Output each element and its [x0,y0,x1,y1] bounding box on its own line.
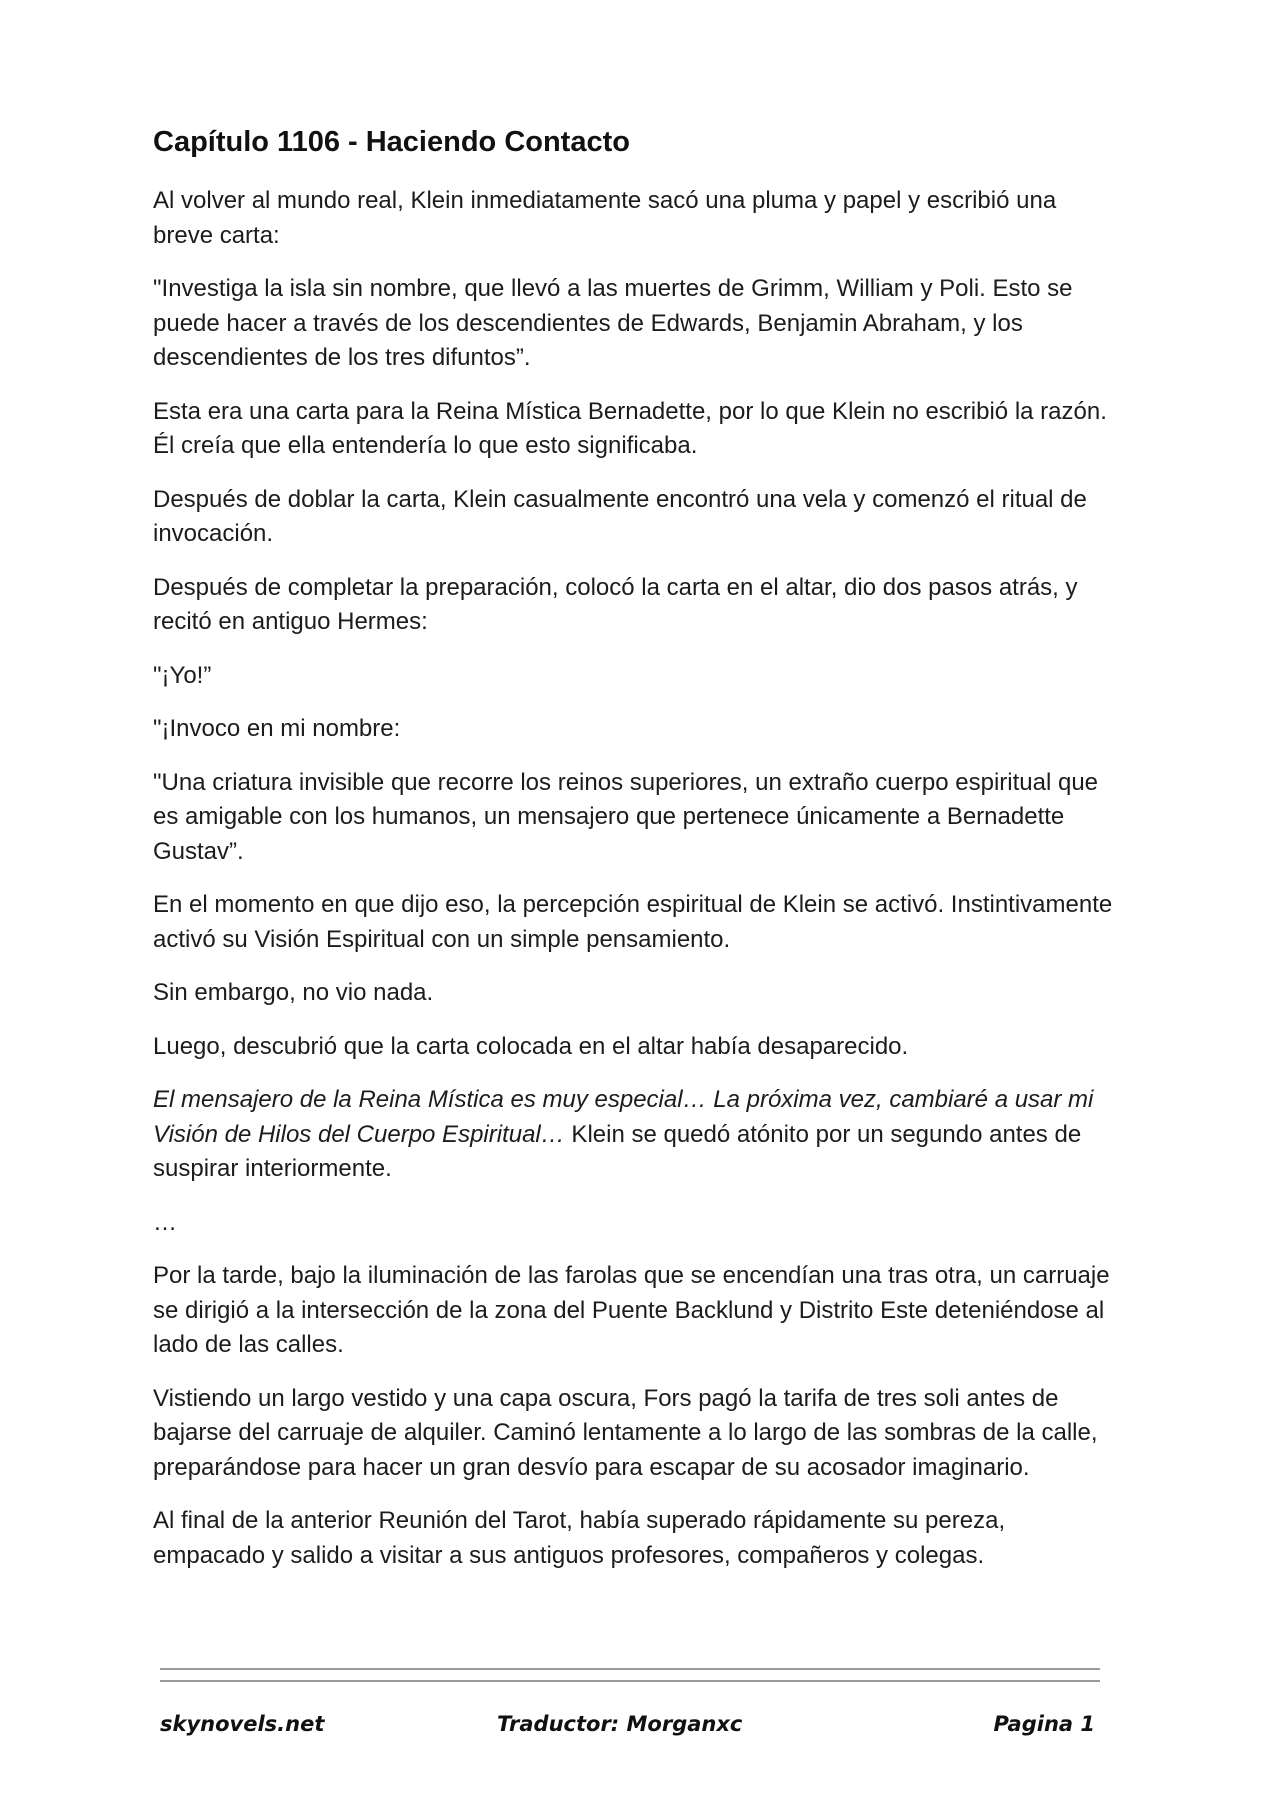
paragraph: Después de completar la preparación, colocó la carta en el altar, dio dos pasos atrás, y recitó en antiguo Hermes: [153,573,1078,635]
footer-divider [160,1668,1100,1692]
paragraph: Al volver al mundo real, Klein inmediatamente sacó una pluma y papel y escribió una breve carta: [153,187,1057,249]
chapter-title: Capítulo 1106 - Haciendo Contacto [153,126,630,158]
paragraph: "Investiga la isla sin nombre, que llevó a las muertes de Grimm, William y Poli. Esto se puede hacer a través de los descendientes de Edwards, Benjamin Abraham, y los descendientes de los tres difuntos”. [153,275,1073,371]
italic-thought: El mensajero de la Reina Mística es muy especial… La próxima vez, cambiaré a usar mi Visión de Hilos del Cuerpo Espiritual… [153,1086,1094,1148]
paragraph: Luego, descubrió que la carta colocada en el altar había desaparecido. [153,1032,909,1060]
divider-line [160,1680,1100,1682]
paragraph: Sin embargo, no vio nada. [153,979,434,1006]
footer-translator: Traductor: Morganxc [497,1712,743,1736]
scene-break: … [153,1208,177,1236]
paragraph: "Una criatura invisible que recorre los reinos superiores, un extraño cuerpo espiritual que es amigable con los humanos, un mensajero que pertenece únicamente a Bernadette Gustav”. [153,768,1099,865]
paragraph: "¡Invoco en mi nombre: [153,715,401,742]
footer-site: skynovels.net [160,1712,325,1736]
paragraph-thought: El mensajero de la Reina Mística es muy especial… La próxima vez, cambiaré a usar mi Visión de Hilos del Cuerpo Espiritual… Klein se quedó atónito por un segundo antes de suspirar interiormente. [153,1086,1094,1182]
footer-page-number: Pagina 1 [993,1712,1095,1736]
paragraph: En el momento en que dijo eso, la percepción espiritual de Klein se activó. Instintivamente activó su Visión Espiritual con un simple pensamiento. [153,891,1113,953]
page-footer [160,1712,1095,1752]
paragraph: Esta era una carta para la Reina Mística Bernadette, por lo que Klein no escribió la razón. Él creía que ella entendería lo que esto significaba. [153,397,1107,459]
paragraph: Por la tarde, bajo la iluminación de las farolas que se encendían una tras otra, un carruaje se dirigió a la intersección de la zona del Puente Backlund y Distrito Este deteniéndose al lado de las calles. [153,1262,1110,1358]
paragraph: Al final de la anterior Reunión del Tarot, había superado rápidamente su pereza, empacado y salido a visitar a sus antiguos profesores, compañeros y colegas. [153,1507,1006,1569]
paragraph: Después de doblar la carta, Klein casualmente encontró una vela y comenzó el ritual de invocación. [153,485,1087,547]
document-body [153,122,1113,1592]
paragraph: Vistiendo un largo vestido y una capa oscura, Fors pagó la tarifa de tres soli antes de bajarse del carruaje de alquiler. Caminó lentamente a lo largo de las sombras de la calle, preparándose para hacer un gran desvío para escapar de su acosador imaginario. [153,1384,1098,1481]
paragraph: "¡Yo!” [153,661,212,689]
divider-line [160,1668,1100,1670]
